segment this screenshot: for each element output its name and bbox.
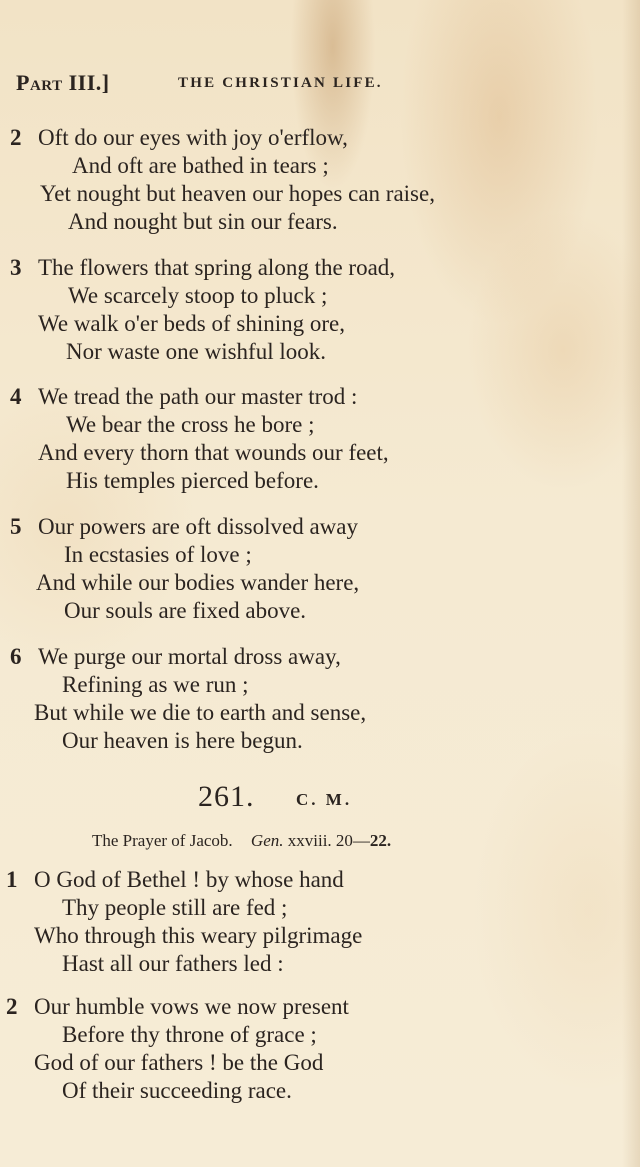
stanza-line <box>10 699 570 727</box>
reference-verse-end: 22. <box>369 831 392 850</box>
stanza-number: 5 <box>10 514 22 539</box>
stanza-line <box>10 254 570 282</box>
stanza-line-text: O God of Bethel ! by whose hand <box>34 867 344 892</box>
stanza-line <box>6 1021 566 1049</box>
hymn-heading <box>198 780 458 820</box>
stanza-line-text: And every thorn that wounds our feet, <box>38 440 389 465</box>
stanza-number: 3 <box>10 255 22 280</box>
stanza-line <box>6 993 566 1021</box>
stanza-number: 1 <box>6 867 18 892</box>
hymn-number: 261. <box>198 780 255 813</box>
stanza-line-text: Of their succeeding race. <box>62 1078 292 1103</box>
stanza-line-text: And while our bodies wander here, <box>36 570 360 595</box>
stanza-line-text: Who through this weary pilgrimage <box>34 923 363 948</box>
stanza-number: 2 <box>10 125 22 150</box>
stanza-line <box>10 727 570 755</box>
stanza-number: 4 <box>10 384 22 409</box>
hymn-subtitle: The Prayer of Jacob. <box>92 831 233 850</box>
stanza-line <box>6 950 566 978</box>
stanza-line <box>6 866 566 894</box>
stanza-new-1 <box>6 866 566 978</box>
stanza-line-text: Our humble vows we now present <box>34 994 349 1019</box>
stanza-line <box>10 383 570 411</box>
stanza-number: 6 <box>10 644 22 669</box>
stanza-new-2 <box>6 993 566 1105</box>
hymn-subtitle-line <box>92 831 391 851</box>
stanza-line <box>10 597 570 625</box>
stanza-line <box>10 671 570 699</box>
stanza-line-text: And nought but sin our fears. <box>68 209 338 234</box>
stanza-line-text: Nor waste one wishful look. <box>66 339 326 364</box>
reference-book: Gen. <box>250 831 284 850</box>
stanza-prev-4 <box>10 383 570 495</box>
stanza-line <box>10 338 570 366</box>
hymn-meter: C. M. <box>296 790 353 809</box>
stanza-line <box>6 922 566 950</box>
stanza-line-text: Hast all our fathers led : <box>62 951 284 976</box>
header-section-title: THE CHRISTIAN LIFE. <box>178 75 383 91</box>
stanza-line-text: The flowers that spring along the road, <box>38 255 396 280</box>
stanza-number: 2 <box>6 994 18 1019</box>
stanza-line-text: We bear the cross he bore ; <box>66 412 315 437</box>
stanza-line-text: His temples pierced before. <box>66 468 319 493</box>
stanza-line-text: Before thy throne of grace ; <box>62 1022 317 1047</box>
stanza-line <box>10 439 570 467</box>
stanza-line-text: And oft are bathed in tears ; <box>72 153 329 178</box>
stanza-line-text: Thy people still are fed ; <box>62 895 288 920</box>
stanza-line-text: Our powers are oft dissolved away <box>38 514 358 539</box>
reference-chapter: xxviii. 20— <box>287 831 370 850</box>
stanza-line <box>10 541 570 569</box>
stanza-line-text: God of our fathers ! be the God <box>34 1050 324 1075</box>
running-header <box>16 70 436 100</box>
stanza-prev-3 <box>10 254 570 366</box>
stanza-line <box>6 1077 566 1105</box>
stanza-line-text: But while we die to earth and sense, <box>34 700 367 725</box>
stanza-prev-6 <box>10 643 570 755</box>
page-edge-shadow <box>622 0 640 1167</box>
stanza-line <box>10 467 570 495</box>
stanza-line-text: Our souls are fixed above. <box>64 598 307 623</box>
stanza-line-text: We scarcely stoop to pluck ; <box>68 283 328 308</box>
stanza-prev-2 <box>10 124 570 236</box>
stanza-line <box>10 569 570 597</box>
stanza-line <box>10 643 570 671</box>
stanza-line-text: In ecstasies of love ; <box>64 542 252 567</box>
stanza-line-text: We walk o'er beds of shining ore, <box>38 311 345 336</box>
stanza-line <box>6 894 566 922</box>
stanza-line <box>10 180 570 208</box>
stanza-line <box>10 124 570 152</box>
stanza-line <box>6 1049 566 1077</box>
stanza-line <box>10 282 570 310</box>
scripture-reference <box>251 831 391 850</box>
stanza-line <box>10 310 570 338</box>
stanza-line-text: Yet nought but heaven our hopes can raise, <box>40 181 435 206</box>
stanza-line-text: Oft do our eyes with joy o'erflow, <box>38 125 348 150</box>
stanza-line <box>10 513 570 541</box>
stanza-line-text: Refining as we run ; <box>62 672 249 697</box>
stanza-line <box>10 208 570 236</box>
stanza-line-text: Our heaven is here begun. <box>62 728 303 753</box>
stanza-line-text: We purge our mortal dross away, <box>38 644 341 669</box>
stanza-prev-5 <box>10 513 570 625</box>
stanza-line <box>10 411 570 439</box>
stanza-line-text: We tread the path our master trod : <box>38 384 358 409</box>
header-part-label: Part III.] <box>16 70 110 95</box>
stanza-line <box>10 152 570 180</box>
